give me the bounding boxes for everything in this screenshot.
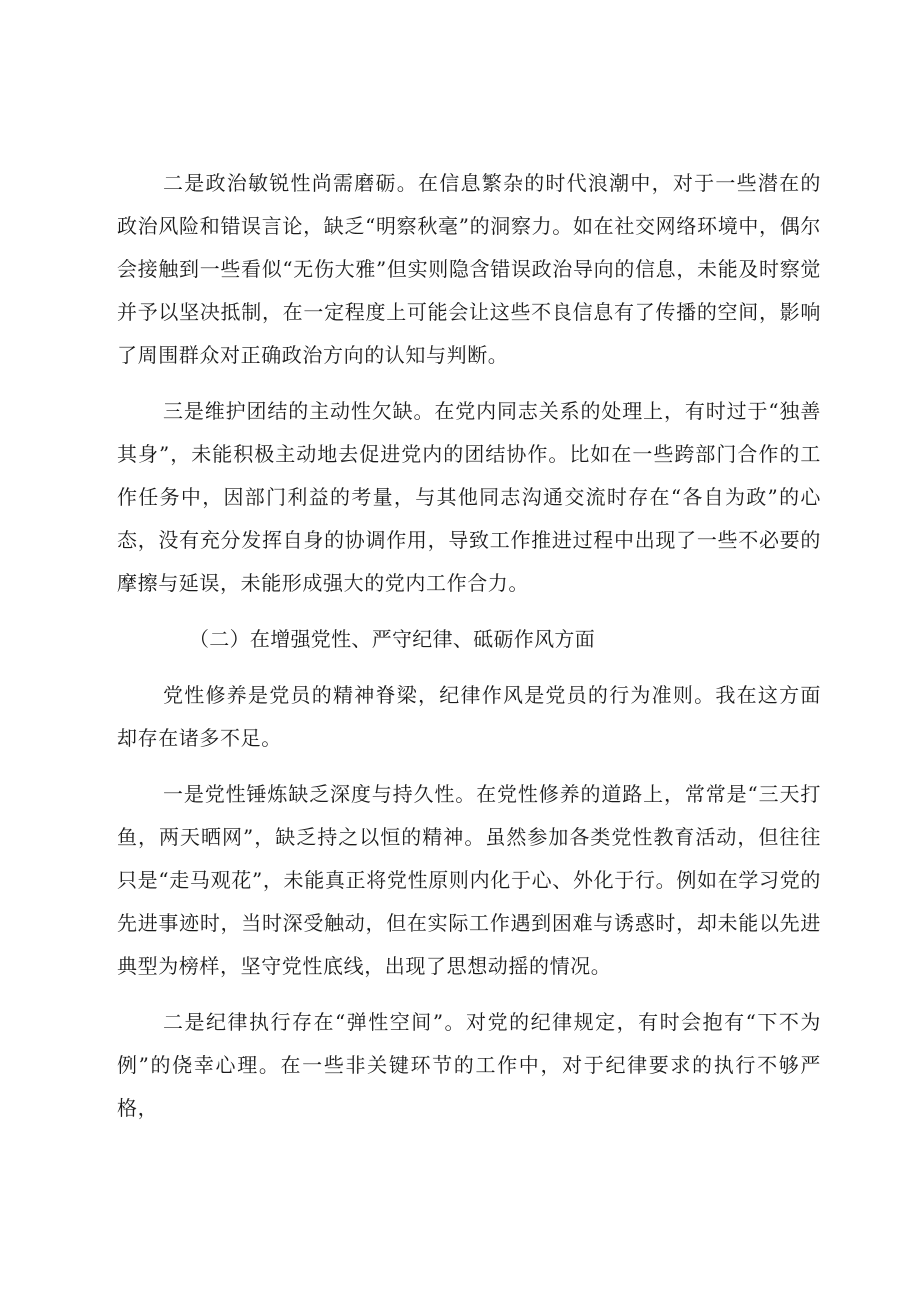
paragraph-party-spirit-tempering: 一是党性锤炼缺乏深度与持久性。在党性修养的道路上，常常是“三天打鱼，两天晒网”，缺乏持之以恒的精神。虽然参加各类党性教育活动，但往往只是“走马观花”，未能真正将党性原则内化于心、外化于行。例如在学习党的先进事迹时，当时深受触动，但在实际工作遇到困难与诱惑时，却未能以先进典型为榜样，坚守党性底线，出现了思想动摇的情况。 xyxy=(117,782,821,978)
paragraph-maintain-unity: 三是维护团结的主动性欠缺。在党内同志关系的处理上，有时过于“独善其身”，未能积极主动地去促进党内的团结协作。比如在一些跨部门合作的工作任务中，因部门利益的考量，与其他同志沟通交流时存在“各自为政”的心态，没有充分发挥自身的协调作用，导致工作推进过程中出现了一些不必要的摩擦与延误，未能形成强大的党内工作合力。 xyxy=(117,399,821,595)
paragraph-gap xyxy=(117,377,821,390)
paragraph-gap xyxy=(117,988,821,1001)
paragraph-gap xyxy=(117,760,821,773)
paragraph-gap xyxy=(117,605,821,618)
document-body xyxy=(117,162,821,1130)
paragraph-party-spirit-intro: 党性修养是党员的精神脊梁，纪律作风是党员的行为准则。我在这方面却存在诸多不足。 xyxy=(117,683,821,750)
paragraph-discipline-execution: 二是纪律执行存在“弹性空间”。对党的纪律规定，有时会抱有“下不为例”的侥幸心理。在一些非关键环节的工作中，对于纪律要求的执行不够严格， xyxy=(117,1010,821,1120)
section-heading: （二）在增强党性、严守纪律、砥砺作风方面 xyxy=(189,627,595,651)
paragraph-political-sensitivity: 二是政治敏锐性尚需磨砺。在信息繁杂的时代浪潮中，对于一些潜在的政治风险和错误言论，缺乏“明察秋毫”的洞察力。如在社交网络环境中，偶尔会接触到一些看似“无伤大雅”但实则隐含错误政治导向的信息，未能及时察觉并予以坚决抵制，在一定程度上可能会让这些不良信息有了传播的空间，影响了周围群众对正确政治方向的认知与判断。 xyxy=(117,171,821,367)
paragraph-gap xyxy=(117,661,821,674)
